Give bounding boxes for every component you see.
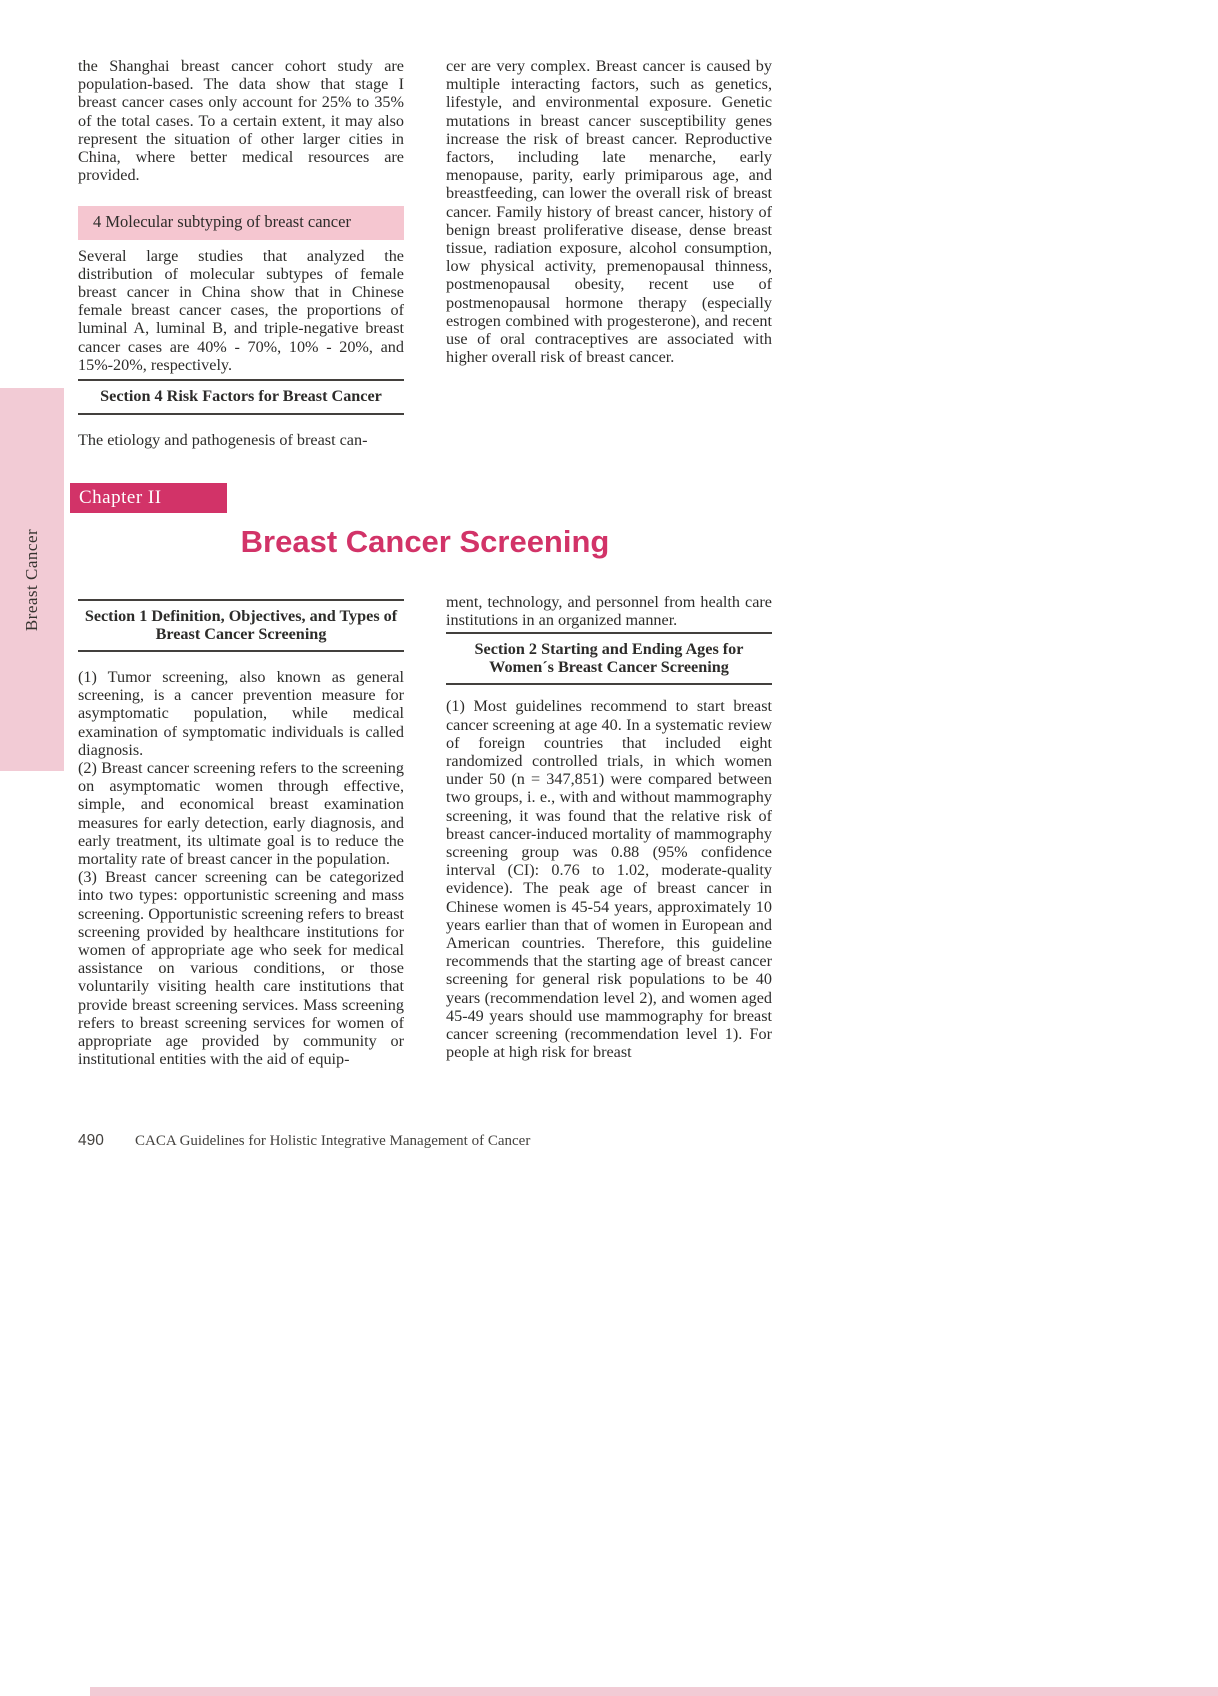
chapter-banner bbox=[70, 483, 227, 513]
section-1-heading: Section 1 Definition, Objectives, and Types of Breast Cancer Screening bbox=[78, 599, 404, 652]
continuation-paragraph: the Shanghai breast cancer cohort study are population-based. The data show that stage I breast cancer cases only account for 25% to 35% of the total cases. To a certain extent, it may also represent the situation of other larger cities in China, where better medical resources are provided. bbox=[78, 57, 404, 185]
body-paragraph: ment, technology, and personnel from health care institutions in an organized manner. bbox=[446, 593, 772, 630]
body-paragraph: The etiology and pathogenesis of breast can- bbox=[78, 430, 368, 449]
page-number: 490 bbox=[78, 1132, 104, 1149]
body-paragraph: (1) Tumor screening, also known as general screening, is a cancer prevention measure for asymptomatic population, while medical examination of symptomatic individuals is called diagnosis. bbox=[78, 668, 404, 759]
subsection-highlight-heading: 4 Molecular subtyping of breast cancer bbox=[78, 206, 404, 239]
body-paragraph: (2) Breast cancer screening refers to the screening on asymptomatic women through effective, simple, and economical breast examination measures for early detection, early diagnosis, and early treatment, its ultimate goal is to reduce the mortality rate of breast cancer in the population. bbox=[78, 759, 404, 869]
section-2-heading: Section 2 Starting and Ending Ages for Women´s Breast Cancer Screening bbox=[446, 632, 772, 685]
section-4-heading: Section 4 Risk Factors for Breast Cancer bbox=[78, 379, 404, 415]
side-tab bbox=[0, 388, 64, 771]
footer-text: CACA Guidelines for Holistic Integrative Management of Cancer bbox=[135, 1133, 531, 1149]
chapter-banner-label: Chapter II bbox=[79, 487, 162, 508]
body-paragraph: cer are very complex. Breast cancer is caused by multiple interacting factors, such as genetics, lifestyle, and environmental exposure. Genetic mutations in breast cancer susceptibility genes increase the risk of breast cancer. Reproductive factors, including late menarche, early menopause, parity, early primiparous age, and breastfeeding, can lower the overall risk of breast cancer. Family history of breast cancer, history of benign breast proliferative disease, dense breast tissue, radiation exposure, alcohol consumption, low physical activity, premenopausal thinness, postmenopausal obesity, recent use of postmenopausal hormone therapy (especially estrogen combined with progesterone), and recent use of oral contraceptives are associated with higher overall risk of breast cancer. bbox=[446, 57, 772, 367]
side-tab-label: Breast Cancer bbox=[22, 528, 41, 631]
body-paragraph: (3) Breast cancer screening can be categorized into two types: opportunistic screening and mass screening. Opportunistic screening refers to breast screening provided by healthcare institutions for women of appropriate age who seek for medical assistance on various conditions, or those voluntarily visiting health care institutions that provide breast screening services. Mass screening refers to breast screening services for women of appropriate age provided by community or institutional entities with the aid of equip- bbox=[78, 868, 404, 1069]
body-paragraph: (1) Most guidelines recommend to start breast cancer screening at age 40. In a systematic review of foreign countries that included eight randomized controlled trials, in which women under 50 (n = 347,851) were compared between two groups, i. e., with and without mammography screening, it was found that the relative risk of breast cancer-induced mortality of mammography screening group was 0.88 (95% confidence interval (CI): 0.76 to 1.02, moderate-quality evidence). The peak age of breast cancer in Chinese women is 45-54 years, approximately 10 years earlier than that of women in European and American countries. Therefore, this guideline recommends that the starting age of breast cancer screening for general risk populations to be 40 years (recommendation level 2), and women aged 45-49 years should use mammography for breast cancer screening (recommendation level 1). For people at high risk for breast bbox=[446, 697, 772, 1062]
body-paragraph: Several large studies that analyzed the distribution of molecular subtypes of female breast cancer in China show that in Chinese female breast cancer cases, the proportions of luminal A, luminal B, and triple-negative breast cancer cases are 40% - 70%, 10% - 20%, and 15%-20%, respectively. bbox=[78, 246, 404, 374]
chapter-title: Breast Cancer Screening bbox=[240, 524, 610, 559]
bottom-right-column bbox=[446, 593, 772, 1061]
top-right-column bbox=[446, 57, 772, 366]
top-left-column bbox=[78, 57, 404, 449]
bottom-left-column bbox=[78, 593, 404, 1068]
bottom-accent-bar bbox=[90, 1687, 1218, 1696]
footer bbox=[78, 1132, 530, 1150]
